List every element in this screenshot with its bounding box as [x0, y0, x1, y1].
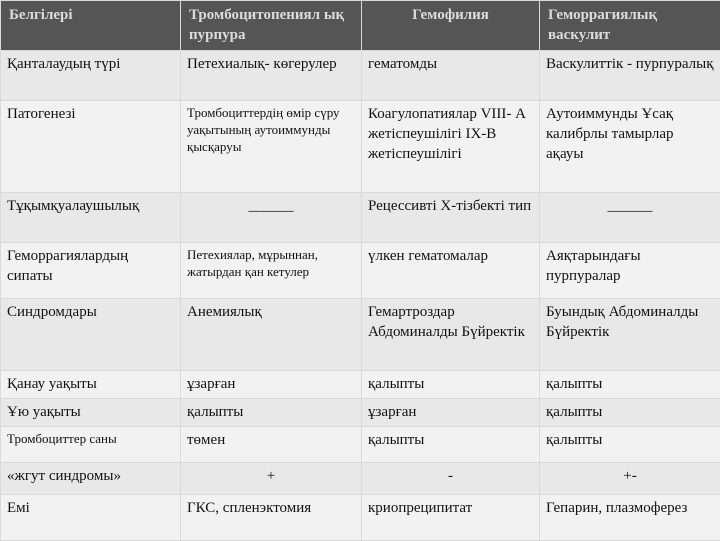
table-cell: Аяқтарындағы пурпуралар — [540, 243, 720, 299]
table-row — [1, 427, 720, 463]
table-cell: қалыпты — [362, 427, 540, 463]
table-cell: Аутоиммунды Ұсақ калибрлы тамырлар ақауы — [540, 101, 720, 193]
row-label: Емі — [1, 495, 181, 541]
table-cell: Петехиалық- көгерулер — [181, 51, 362, 101]
table-cell: Петехиялар, мұрыннан, жатырдан қан кетулер — [181, 243, 362, 299]
row-label: Геморрагиялардың сипаты — [1, 243, 181, 299]
table-cell: ______ — [181, 193, 362, 243]
table-cell: қалыпты — [362, 371, 540, 399]
row-label: «жгут синдромы» — [1, 463, 181, 495]
table-cell: төмен — [181, 427, 362, 463]
row-label: Тұқымқуалаушылық — [1, 193, 181, 243]
header-thrombocytopenic-purpura: Тромбоцитопениял ық пурпура — [181, 1, 362, 51]
row-label: Тромбоциттер саны — [1, 427, 181, 463]
table-cell: Гепарин, плазмоферез — [540, 495, 720, 541]
table-cell: Гемартроздар Абдоминалды Бүйректік — [362, 299, 540, 371]
table-cell: қалыпты — [181, 399, 362, 427]
table-row — [1, 371, 720, 399]
table-cell: +- — [540, 463, 720, 495]
table-cell: ГКС, спленэктомия — [181, 495, 362, 541]
table-cell: ұзарған — [181, 371, 362, 399]
row-label: Синдромдары — [1, 299, 181, 371]
table-cell: үлкен гематомалар — [362, 243, 540, 299]
table-cell: Васкулиттік - пурпуралық — [540, 51, 720, 101]
table-cell: гематомды — [362, 51, 540, 101]
table-cell: Анемиялық — [181, 299, 362, 371]
table-row — [1, 399, 720, 427]
table-cell: - — [362, 463, 540, 495]
table-cell: қалыпты — [540, 399, 720, 427]
header-hemophilia: Гемофилия — [362, 1, 540, 51]
table-row — [1, 243, 720, 299]
table-row — [1, 101, 720, 193]
row-label: Ұю уақыты — [1, 399, 181, 427]
table-cell: Коагулопатиялар VIII- А жетіспеушілігі IX-В жетіспеушілігі — [362, 101, 540, 193]
table-cell: Буындық Абдоминалды Бүйректік — [540, 299, 720, 371]
table-row — [1, 51, 720, 101]
table-cell: ұзарған — [362, 399, 540, 427]
table-cell: ______ — [540, 193, 720, 243]
table-header-row — [1, 1, 720, 51]
table-row — [1, 193, 720, 243]
header-hemorrhagic-vasculitis: Геморрагиялық васкулит — [540, 1, 720, 51]
table-cell: + — [181, 463, 362, 495]
row-label: Қанталаудың түрі — [1, 51, 181, 101]
row-label: Патогенезі — [1, 101, 181, 193]
row-label: Қанау уақыты — [1, 371, 181, 399]
header-features: Белгілері — [1, 1, 181, 51]
table-cell: криопреципитат — [362, 495, 540, 541]
table-cell: қалыпты — [540, 427, 720, 463]
table-cell: Тромбоциттердің өмір сүру уақытының аутоиммунды қысқаруы — [181, 101, 362, 193]
table-cell: қалыпты — [540, 371, 720, 399]
table-row — [1, 463, 720, 495]
table-row — [1, 299, 720, 371]
table-cell: Рецессивті X-тізбекті тип — [362, 193, 540, 243]
table-row — [1, 495, 720, 541]
